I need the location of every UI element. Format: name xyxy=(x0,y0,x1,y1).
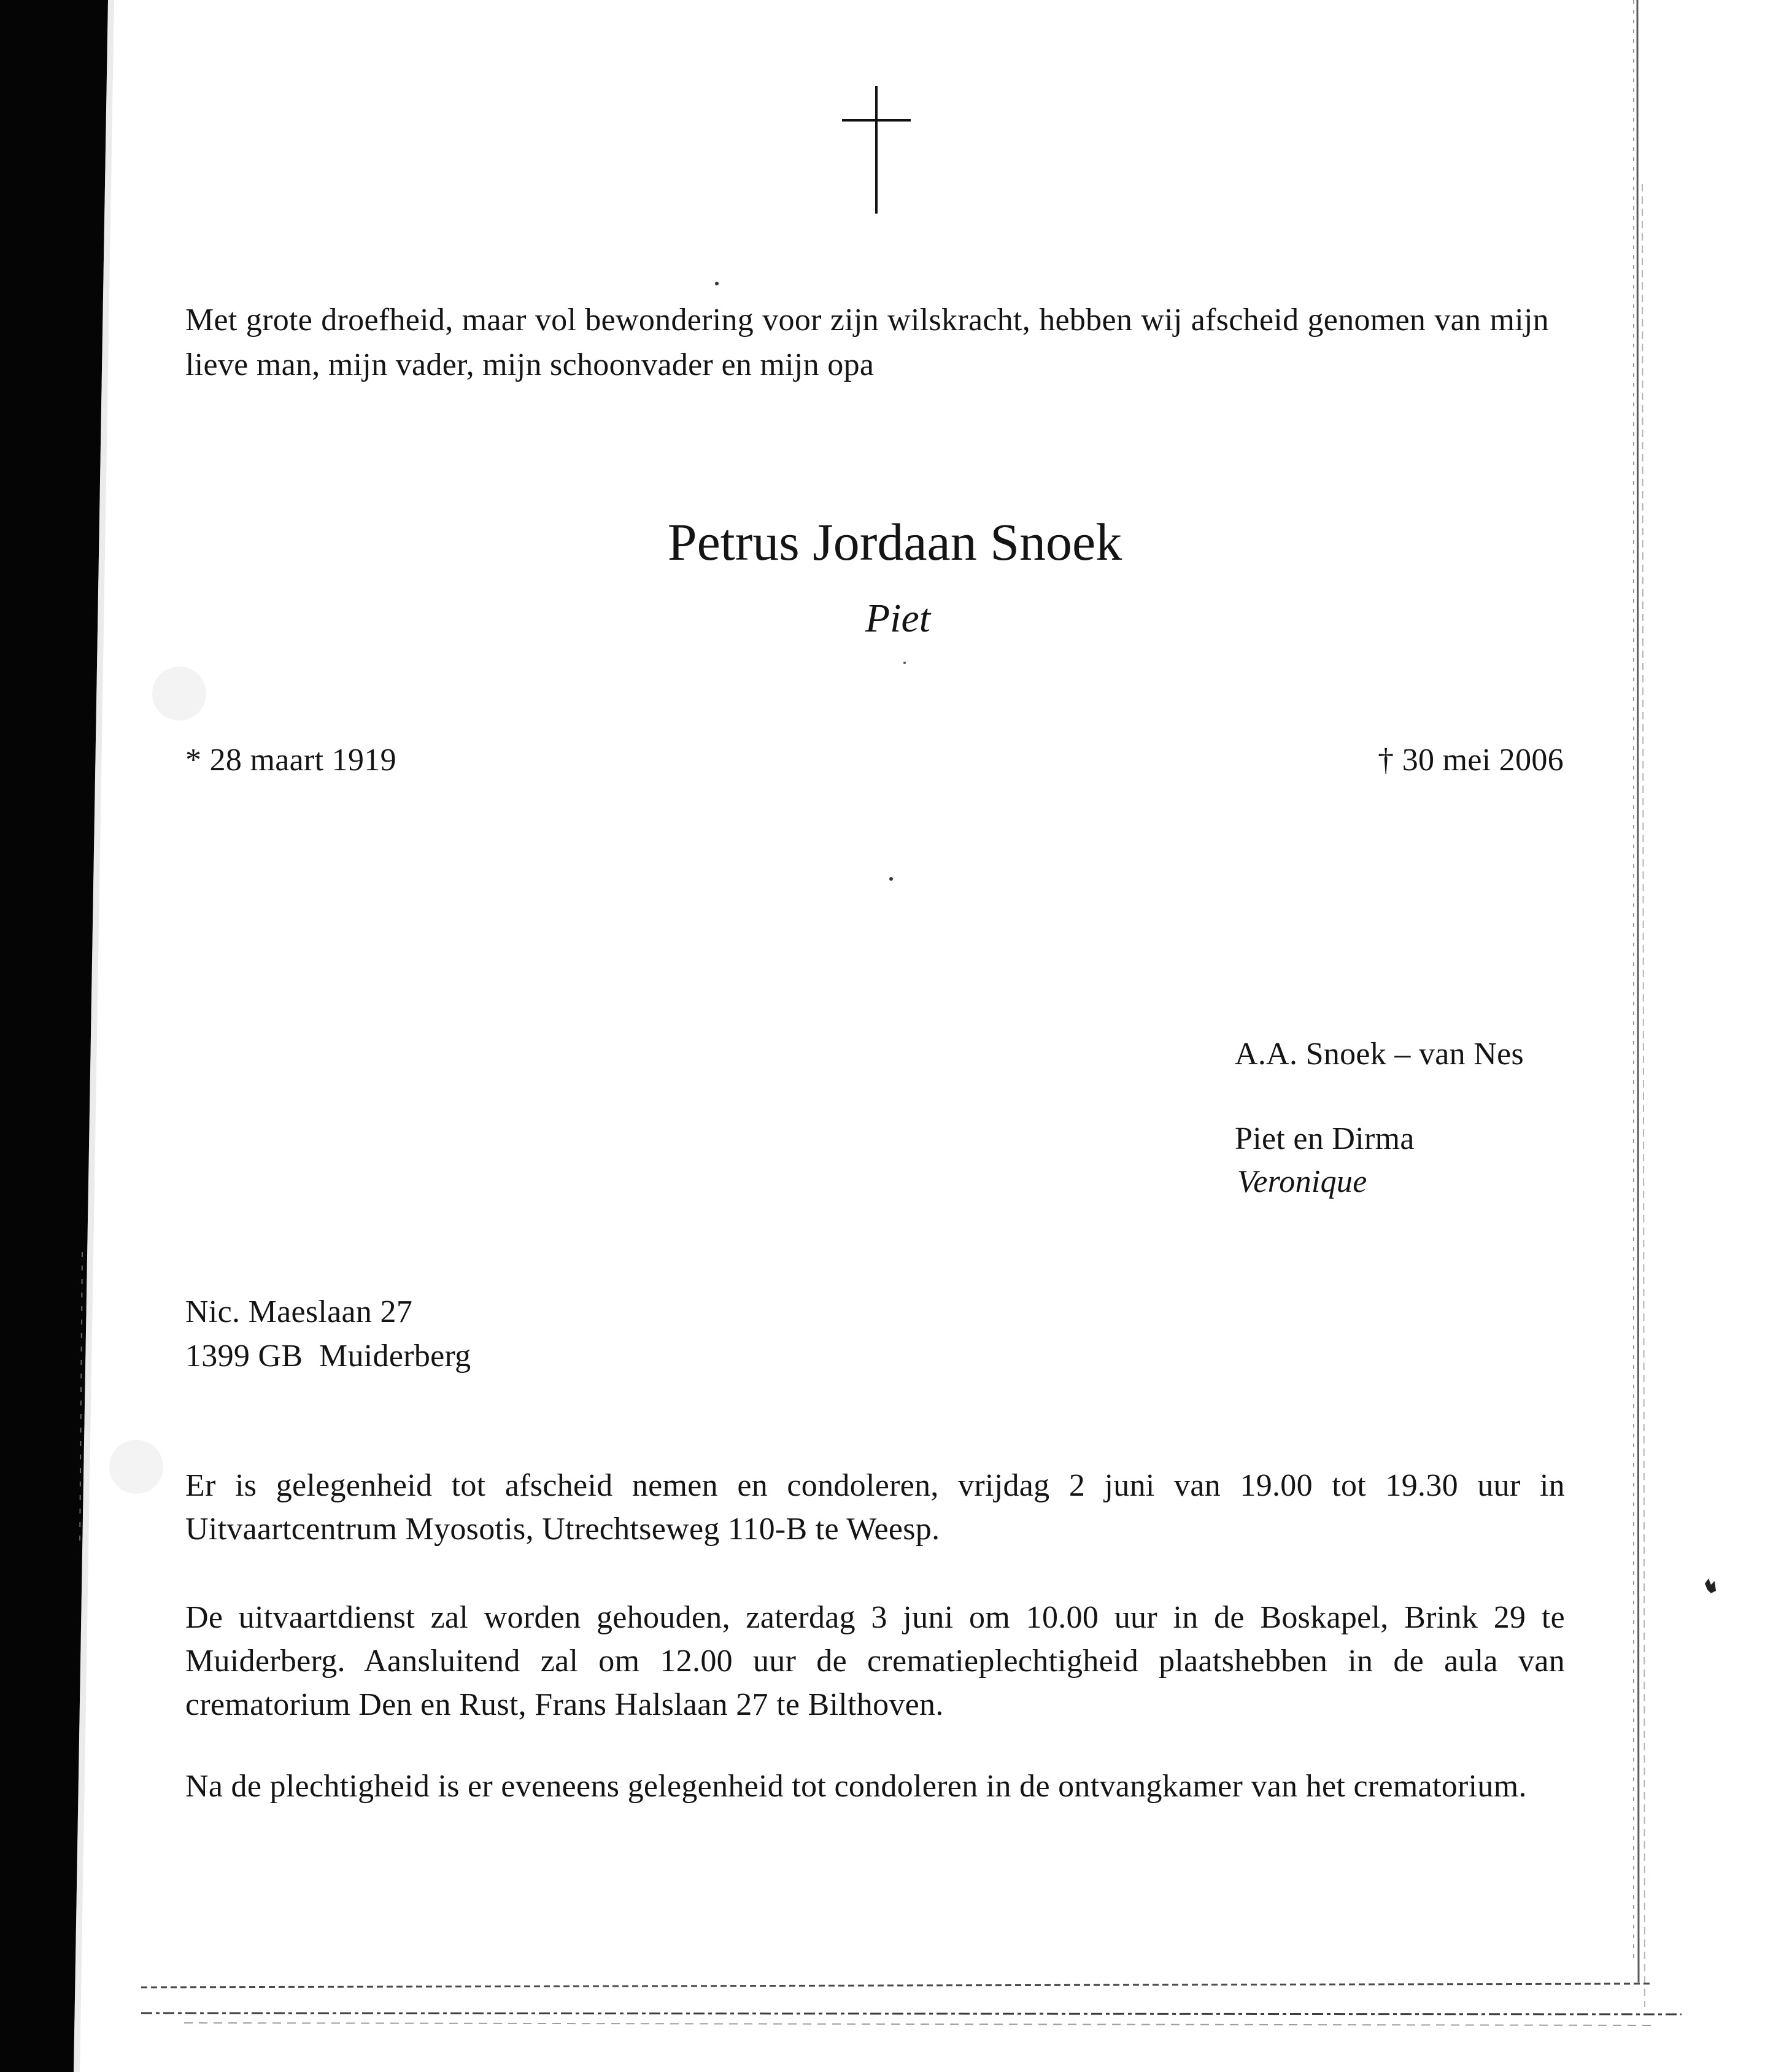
family-grandchild: Veronique xyxy=(1237,1164,1367,1199)
family-spouse: A.A. Snoek – van Nes xyxy=(1235,1037,1524,1072)
family-children: Piet en Dirma xyxy=(1235,1121,1415,1156)
address-street: Nic. Maeslaan 27 xyxy=(185,1294,413,1329)
intro-text: Met grote droefheid, maar vol bewondering voor zijn wilskracht, hebben wij afscheid genomen van mijn lieve man, mijn vader, mijn schoonvader en mijn opa xyxy=(185,303,1549,382)
cross-icon xyxy=(842,86,911,215)
birth-date: * 28 maart 1919 xyxy=(185,743,396,778)
address-city: 1399 GB Muiderberg xyxy=(185,1339,471,1374)
deceased-nickname: Piet xyxy=(865,596,931,641)
service-paragraph: De uitvaartdienst zal worden gehouden, zaterdag 3 juni om 10.00 uur in de Boskapel, Brink 29 te Muiderberg. Aansluitend zal om 12.00 uur de crematieplechtigheid plaatshebben in de aula van crematorium Den en Rust, Frans Halslaan 27 te Bilthoven. xyxy=(185,1600,1565,1722)
after-paragraph: Na de plechtigheid is er eveneens gelegenheid tot condoleren in de ontvangkamer van het crematorium. xyxy=(185,1769,1527,1804)
death-date: † 30 mei 2006 xyxy=(1378,743,1564,778)
deceased-name: Petrus Jordaan Snoek xyxy=(667,512,1122,571)
condolence-paragraph: Er is gelegenheid tot afscheid nemen en condoleren, vrijdag 2 juni van 19.00 tot 19.30 uur in Uitvaartcentrum Myosotis, Utrechtseweg 110-B te Weesp. xyxy=(185,1468,1565,1547)
